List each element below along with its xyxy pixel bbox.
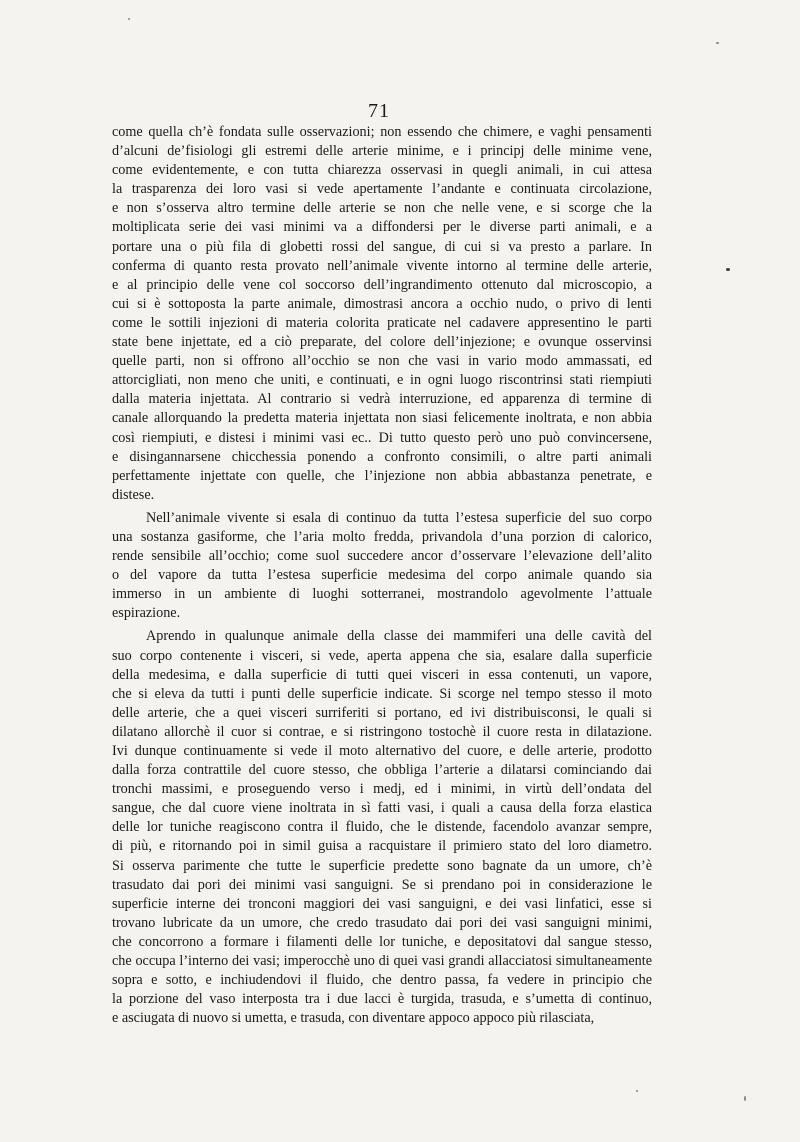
text-line: Aprendo in qualunque animale della classe dei mammiferi una delle cavità del [146, 628, 652, 645]
paper-speck [636, 1090, 638, 1092]
text-line: come quella ch’è fondata sulle osservazioni; non essendo che chimere, e vaghi pensamenti [112, 124, 652, 140]
page-number: 71 [368, 100, 390, 122]
paper-speck [716, 42, 719, 44]
text-line: come le sottili injezioni di materia colorita praticate nel cadavere appresentino le parti [112, 314, 652, 331]
text-line: tronchi massimi, e proseguendo verso i medj, ed i minimi, in virtù dell’ondata del [112, 781, 652, 798]
text-line: canale allorquando la predetta materia injettata non siasi felicemente inoltrata, e non abbia [112, 410, 652, 427]
text-line: sopra e sotto, e inchiudendovi il fluido, che dentro passa, fa vedere in principio che [112, 972, 652, 989]
text-line: espirazione. [112, 605, 181, 622]
text-line: così riempiuti, e distesi i minimi vasi ec.. Di tutto questo però uno può convincersene, [112, 429, 652, 446]
text-line: Nell’animale vivente si esala di continuo da tutta l’estesa superficie del suo corpo [146, 509, 652, 526]
text-line: che concorrono a formare i filamenti delle lor tuniche, e depositatovi dal sangue stesso, [112, 933, 652, 950]
text-line: sangue, che dal cuore viene inoltrata in sì fatti vasi, i quali a causa della forza elastica [112, 800, 652, 817]
text-line: come evidentemente, e con tutta chiarezza osservasi in quegli animali, in cui attesa [112, 162, 652, 179]
text-line: che si eleva da tutti i punti delle superficie indicate. Si scorge nel tempo stesso il moto [112, 685, 652, 702]
text-line: trovano lubricate da un umore, che credo trasudato dai pori dei vasi sanguigni minimi, [112, 914, 652, 931]
text-line: suo corpo contenente i visceri, si vede, aperta appena che sia, esalare dalla superficie [112, 647, 652, 664]
text-line: la porzione del vaso interposta tra i due lacci è turgida, trasuda, e s’umetta di continuo, [112, 991, 652, 1008]
text-line: quelle parti, non si offrono all’occhio se non che vasi in vario modo ammassati, ed [112, 353, 652, 370]
paragraph-2 [112, 509, 652, 624]
text-line: di più, e ritornando poi in simil guisa a racquistare il primiero stato del loro diametro. [112, 838, 652, 855]
text-line: delle lor tuniche reagiscono contra il fluido, che le distende, facendolo avanzar sempre, [112, 819, 652, 836]
text-line: distese. [112, 486, 155, 503]
text-line: la trasparenza dei loro vasi si vede apertamente l’andante e continuata circolazione, [112, 181, 652, 198]
text-line: che occupa l’interno dei vasi; imperocchè uno di quei vasi grandi allacciatosi simultaneamente [112, 953, 652, 970]
paper-speck [128, 18, 130, 20]
paragraph-1 [112, 123, 652, 505]
text-line: d’alcuni de’fisiologi gli estremi delle arterie minime, e i principj delle minime vene, [112, 143, 652, 160]
text-line: Si osserva parimente che tutte le superficie predette sono bagnate da un umore, ch’è [112, 857, 652, 874]
text-line: rende sensibile all’occhio; come suol succedere ancor d’osservare l’elevazione dell’alito [112, 548, 652, 565]
text-line: una sostanza gasiforme, che l’aria molto fredda, privandola d’una porzion di calorico, [112, 528, 652, 545]
text-line: Ivi dunque continuamente si vede il moto alternativo del cuore, e delle arterie, prodotto [112, 743, 652, 759]
text-line: delle arterie, che a quei visceri surriferiti si portano, ed ivi distribuisconsi, le quali si [112, 704, 652, 721]
text-line: e disingannarsene chicchessia ponendo a confronto consimili, o altre parti animali [112, 448, 652, 465]
text-line: della medesima, e dalla superficie di tutti quei visceri in essa contenuti, un vapore, [112, 666, 652, 683]
paragraph-3 [112, 627, 652, 1028]
text-line: conferma di quanto resta provato nell’animale vivente intorno al termine delle arterie, [112, 257, 652, 274]
text-line: superficie interne dei tronconi maggiori dei vasi sanguigni, e dei vasi linfatici, esse si [112, 895, 652, 912]
text-line: dilatano allorchè il cuor si contrae, e si ristringono tostochè il cuore resta in dilatazione. [112, 723, 652, 740]
text-line: immerso in un ambiente di luoghi sotterranei, mostrandolo agevolmente l’attuale [112, 586, 652, 603]
paper-speck [726, 268, 730, 271]
text-line: portare una o più fila di globetti rossi del sangue, di cui si va presto a parlare. In [112, 238, 652, 255]
text-line: e non s’osserva altro termine delle arterie se non che nelle vene, e si scorge che la [112, 200, 652, 217]
text-line: attorcigliati, non meno che uniti, e continuati, e in ogni luogo riscontrinsi stati riempiuti [112, 372, 652, 389]
text-line: perfettamente injettate con quelle, che l’injezione non abbia abbastanza penetrate, e [112, 467, 652, 484]
text-line: moltiplicata serie dei vasi minimi va a diffondersi per le diverse parti animali, e a [112, 219, 652, 236]
text-line: dalla materia injettata. Al contrario si vedrà interruzione, ed apparenza di termine di [112, 391, 652, 408]
text-line: dalla forza contrattile del cuore stesso, che obbliga l’arterie a dilatarsi cominciando dai [112, 762, 652, 779]
text-line: state bene injettate, ed a ciò preparate, del colore dell’injezione; e ovunque osservinsi [112, 334, 652, 351]
paper-speck [744, 1096, 746, 1101]
body-text [112, 123, 652, 1028]
text-line: e asciugata di nuovo si umetta, e trasuda, con diventare appoco appoco più rilasciata, [112, 1010, 595, 1027]
text-line: trasudato dai pori dei minimi vasi sanguigni. Se si prendano poi in considerazione le [112, 876, 652, 893]
text-line: cui si è sottoposta la parte animale, dimostrasi ancora a occhio nudo, o privo di lenti [112, 295, 652, 312]
text-line: o del vapore da tutta l’estesa superficie medesima del corpo animale quando sia [112, 567, 652, 584]
text-line: e al principio delle vene col soccorso dell’ingrandimento ottenuto dal microscopio, a [112, 276, 652, 293]
